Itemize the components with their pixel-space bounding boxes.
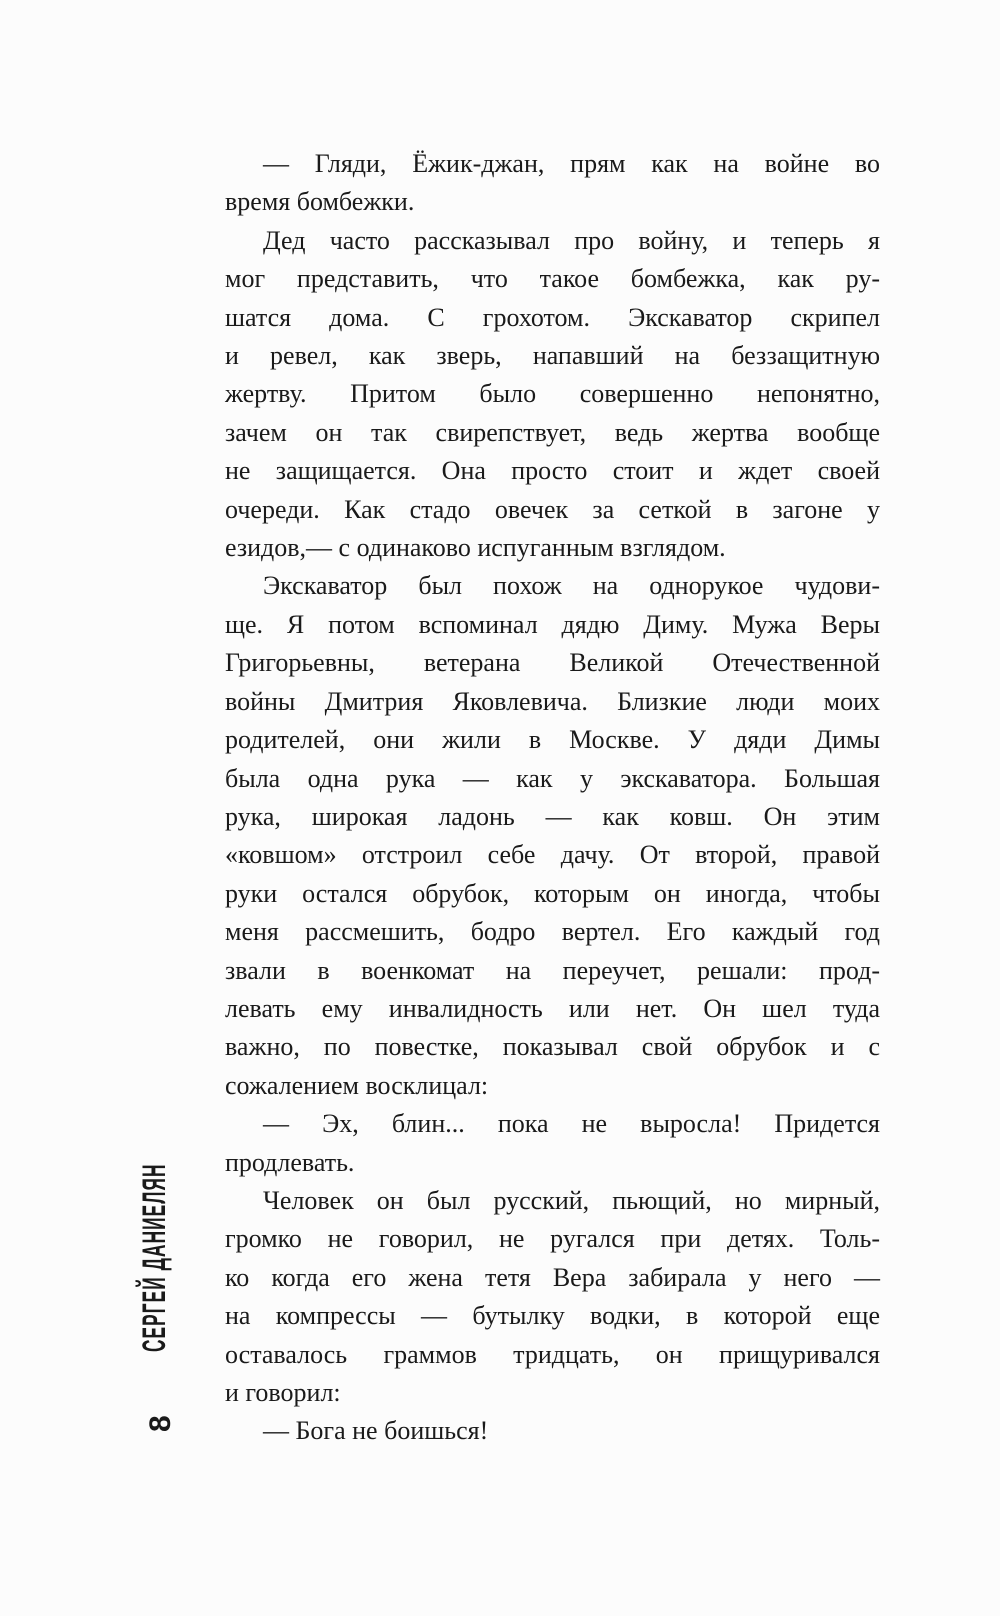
text-line: — Бога не боишься!	[263, 1416, 489, 1446]
paragraph	[225, 1105, 880, 1182]
text-line: руки остался обрубок, которым он иногда, чтобы	[225, 878, 880, 908]
paragraph	[225, 1182, 880, 1412]
text-line: рука, широкая ладонь — как ковш. Он этим	[225, 801, 880, 831]
text-line: жертву. Притом было совершенно непонятно,	[225, 379, 880, 409]
text-line: Григорьевны, ветерана Великой Отечественной	[225, 648, 880, 678]
text-line: время бомбежки.	[225, 187, 415, 217]
paragraph	[225, 222, 880, 568]
text-line: мог представить, что такое бомбежка, как ру-	[225, 264, 880, 294]
text-line: важно, по повестке, показывал свой обрубок и с	[225, 1032, 880, 1062]
paragraph	[225, 1412, 880, 1450]
text-line: шатся дома. С грохотом. Экскаватор скрипел	[225, 302, 880, 332]
text-line: и говорил:	[225, 1378, 341, 1407]
text-line: зачем он так свирепствует, ведь жертва вообще	[225, 417, 880, 447]
text-line: продлевать.	[225, 1147, 355, 1177]
text-line: меня рассмешить, бодро вертел. Его каждый год	[225, 917, 880, 947]
text-line: звали в военкомат на переучет, решали: прод-	[225, 955, 880, 985]
text-line: была одна рука — как у экскаватора. Большая	[225, 763, 880, 793]
text-line: езидов,— с одинаково испуганным взглядом.	[225, 533, 726, 563]
text-line: на компрессы — бутылку водки, в которой еще	[225, 1301, 880, 1331]
text-line: «ковшом» отстроил себе дачу. От второй, правой	[225, 840, 880, 870]
text-line: родителей, они жили в Москве. У дяди Димы	[225, 725, 880, 755]
text-line: Экскаватор был похож на однорукое чудови-	[263, 571, 880, 601]
text-line: громко не говорил, не ругался при детях. Толь-	[225, 1224, 880, 1254]
author-name-vertical: СЕРГЕЙ ДАНИЕЛЯН	[136, 1163, 172, 1352]
text-line: оставалось граммов тридцать, он прищуривался	[225, 1339, 880, 1369]
text-line: — Гляди, Ёжик-джан, прям как на войне во	[263, 149, 880, 178]
text-line: и ревел, как зверь, напавший на беззащитную	[225, 341, 880, 371]
text-line: левать ему инвалидность или нет. Он шел туда	[225, 993, 880, 1023]
text-line: ко когда его жена тетя Вера забирала у него —	[225, 1262, 880, 1292]
text-line: — Эх, блин... пока не выросла! Придется	[263, 1109, 880, 1139]
page-number: 8	[144, 1415, 177, 1432]
text-line: не защищается. Она просто стоит и ждет своей	[225, 456, 880, 486]
text-line: Дед часто рассказывал про войну, и теперь я	[263, 225, 880, 255]
paragraph	[225, 145, 880, 222]
text-line: ще. Я потом вспоминал дядю Диму. Мужа Веры	[225, 609, 880, 639]
text-line: сожалением восклицал:	[225, 1070, 489, 1100]
text-line: Человек он был русский, пьющий, но мирный,	[263, 1185, 880, 1215]
text-line: войны Дмитрия Яковлевича. Близкие люди моих	[225, 686, 880, 716]
paragraph	[225, 567, 880, 1105]
text-line: очереди. Как стадо овечек за сеткой в загоне у	[225, 494, 880, 524]
text-block	[225, 145, 880, 1451]
